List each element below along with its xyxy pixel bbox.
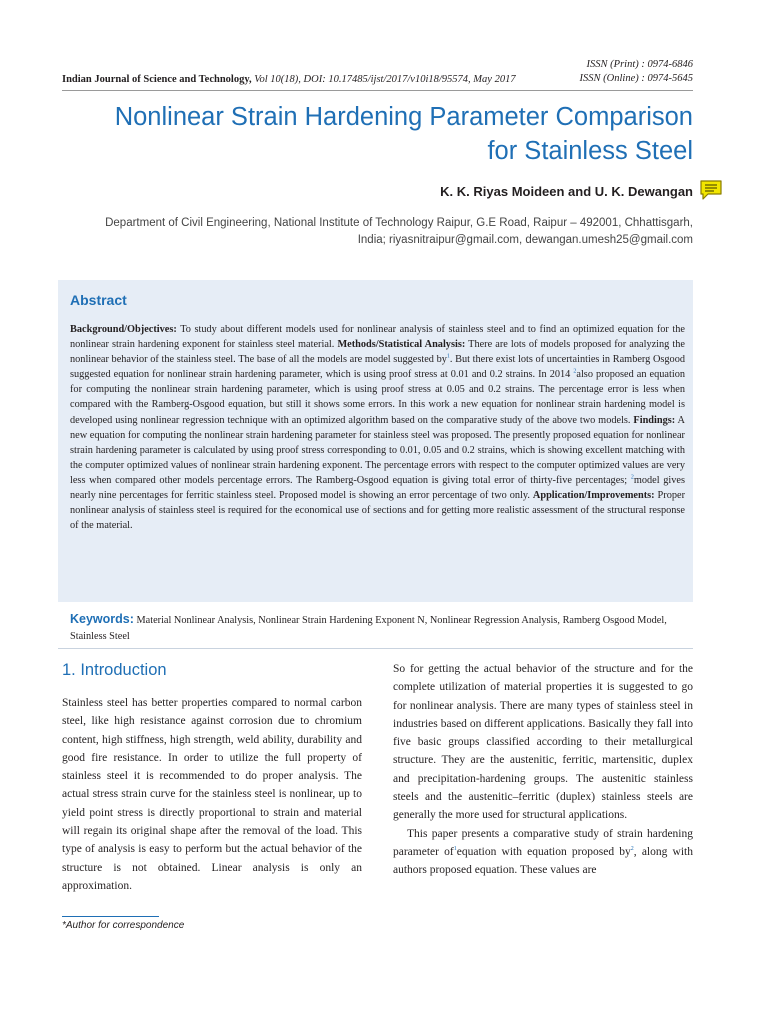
comment-note-icon[interactable] <box>699 179 723 201</box>
abstract-methods-text-2: . But there exist lots of uncertainties in Ramberg Osgood suggested equation for nonlinear strain hardening parameter, which is using proof stress at 0.01 and 0.2 strains. In 2014 <box>70 354 686 381</box>
keywords-label: Keywords: <box>70 612 134 626</box>
reference-link-3[interactable]: 2 <box>630 474 634 481</box>
affiliation-line-2: India; riyasnitraipur@gmail.com, dewangan.umesh25@gmail.com <box>357 234 693 246</box>
header-divider <box>62 90 693 91</box>
author-list: K. K. Riyas Moideen and U. K. Dewangan <box>440 184 693 199</box>
reference-link-5[interactable]: 2 <box>630 846 634 853</box>
title-line-1: Nonlinear Strain Hardening Parameter Comparison <box>114 103 693 131</box>
intro-paragraph-3-text-a: This paper presents a comparative study of strain hardening parameter of <box>393 827 693 858</box>
affiliation <box>62 215 693 249</box>
journal-doi: Vol 10(18), DOI: 10.17485/ijst/2017/v10i18/95574, May 2017 <box>254 74 516 85</box>
abstract-background-text: To study about different models used for nonlinear analysis of stainless steel and to find an optimized equation for the nonlinear strain hardening exponent for stainless steel material. <box>70 324 685 351</box>
intro-paragraph-1: Stainless steel has better properties compared to normal carbon steel, like high resistance against corrosion due to chromium content, high stiffness, high strength, weld ability, durability and good fire resistance. In order to utilize the full property of stainless steel it is recommended to do proper analysis. The actual stress strain curve for the stainless steel is nonlinear, up to yield point stress is directly proportional to strain and material will regain its original shape after the removal of the load. This type of analysis is easy to perform but the actual behavior of the structure is not obtained. Linear analysis is only an approximation. <box>62 697 362 892</box>
footnote-correspondence: *Author for correspondence <box>62 920 185 931</box>
abstract-box <box>58 280 693 602</box>
abstract-body <box>70 322 685 533</box>
abstract-findings-text-2: model gives nearly nine percentages for ferritic stainless steel. Proposed model is showing an error percentage of two only. <box>70 474 686 502</box>
section-heading-introduction: 1. Introduction <box>62 661 167 679</box>
issn-print: ISSN (Print) : 0974-6846 <box>586 59 693 70</box>
abstract-methods-text-3: also proposed an equation for computing the nonlinear strain hardening parameter, which is using proof stress at 0.05 and 0.2 strains. The percentage error is less when compared with the Ramberg-Osgood equation, but still it shows some errors. In this work a new equation for nonlinear strain hardening model is developed using nonlinear regression technique with an optimized algorithm based on the comparative study of the above two models. <box>70 369 685 426</box>
body-column-right <box>393 660 693 880</box>
keywords-divider <box>58 648 693 649</box>
title-line-2: for Stainless Steel <box>487 137 693 165</box>
issn-online: ISSN (Online) : 0974-5645 <box>579 73 693 84</box>
keywords <box>70 611 692 645</box>
journal-citation <box>62 74 516 85</box>
abstract-findings-label: Findings: <box>633 414 676 426</box>
intro-paragraph-3 <box>393 825 693 880</box>
intro-paragraph-2: So for getting the actual behavior of the structure and for the complete utilization of material properties it is suggested to go for nonlinear analysis. There are many types of stainless steel in industries based on different applications. Basically they fall into five basic groups classified according to their metallurgical structure. They are the austenitic, ferritic, martensitic, duplex and precipitation-hardening groups. The austenitic stainless steels and the austenitic–ferritic (duplex) stainless steels are generally the more used for structural applications. <box>393 663 693 822</box>
journal-name: Indian Journal of Science and Technology, <box>62 74 252 85</box>
paper-title <box>62 100 693 168</box>
abstract-heading: Abstract <box>70 292 127 308</box>
abstract-methods-text-1: There are lots of models proposed for analyzing the nonlinear behavior of the stainless steel. The base of all the models are model suggested by <box>70 339 685 366</box>
issn-block <box>580 58 693 86</box>
reference-link-2[interactable]: 2 <box>573 368 577 375</box>
affiliation-line-1: Department of Civil Engineering, National Institute of Technology Raipur, G.E Road, Raipur – 492001, Chhattisgarh, <box>105 217 693 229</box>
abstract-methods-label: Methods/Statistical Analysis: <box>337 339 466 351</box>
reference-link-1[interactable]: 1 <box>446 353 450 360</box>
abstract-application-text: Proper nonlinear analysis of stainless steel is required for the economical use of sections and for getting more realistic assessment of the structural response of the material. <box>70 490 685 532</box>
abstract-background-label: Background/Objectives: <box>70 324 177 335</box>
keywords-text: Material Nonlinear Analysis, Nonlinear Strain Hardening Exponent N, Nonlinear Regression Analysis, Ramberg Osgood Model, Stainless Steel <box>70 615 667 642</box>
body-column-left <box>62 694 362 895</box>
abstract-application-label: Application/Improvements: <box>532 490 655 502</box>
reference-link-4[interactable]: 1 <box>453 846 457 853</box>
footnote-divider <box>62 916 159 917</box>
intro-paragraph-3-text-c: , along with authors proposed equation. These values are <box>393 845 693 877</box>
intro-paragraph-3-text-b: equation with equation proposed by <box>456 845 631 858</box>
abstract-findings-text-1: A new equation for computing the nonlinear strain hardening parameter for stainless steel was proposed. The presently proposed equation for nonlinear strain hardening parameter is calculated by using proof stress corresponding to 0.01, 0.05 and 0.2 strains, which is showing excellent matching with the computer optimized values of nonlinear strain hardening exponent. The percentage errors with respect to the computer optimized values are very less when compared other models percentage errors. The Ramberg-Osgood equation is giving total error of thirty-five percentages; <box>70 414 685 486</box>
